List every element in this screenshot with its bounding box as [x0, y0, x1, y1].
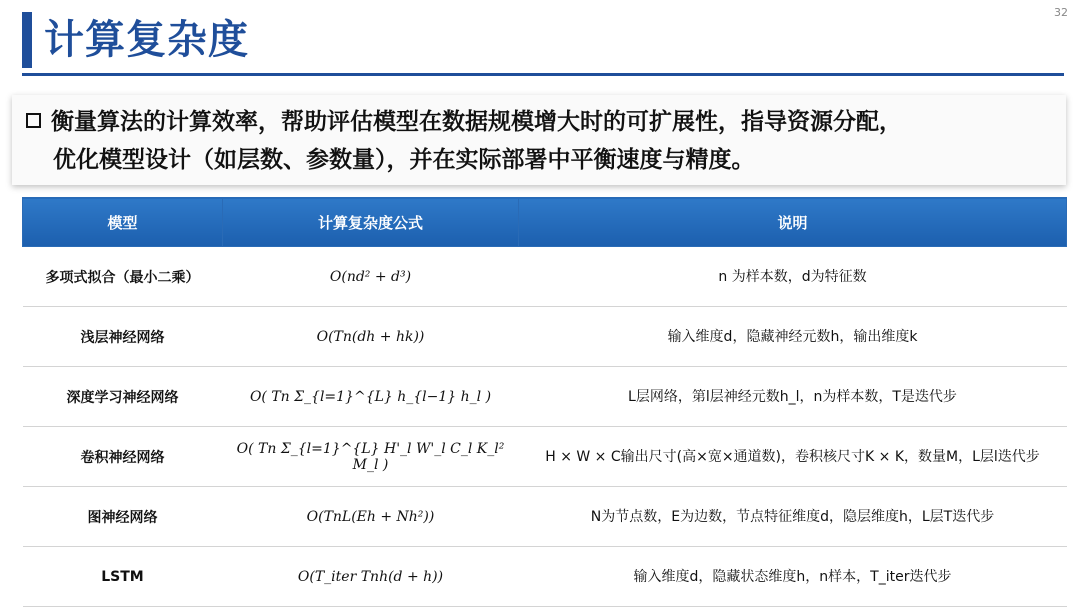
intro-line-1: 衡量算法的计算效率，帮助评估模型在数据规模增大时的可扩展性，指导资源分配， — [26, 103, 1058, 141]
header-model: 模型 — [23, 198, 223, 247]
header-formula: 计算复杂度公式 — [223, 198, 519, 247]
table-row — [23, 547, 1067, 607]
table-row — [23, 307, 1067, 367]
formula-cell: O( Tn Σ_{l=1}^{L} h_{l−1} h_l ) — [223, 367, 519, 427]
intro-box — [12, 95, 1066, 185]
desc-cell: L层网络，第l层神经元数h_l，n为样本数，T是迭代步 — [519, 367, 1067, 427]
table-row — [23, 247, 1067, 307]
page-number: 32 — [1054, 6, 1068, 19]
desc-cell: 输入维度d，隐藏神经元数h，输出维度k — [519, 307, 1067, 367]
model-cell: 卷积神经网络 — [23, 427, 223, 487]
desc-cell: H × W × C输出尺寸(高×宽×通道数)，卷积核尺寸K × K，数量M，L层l迭代步 — [519, 427, 1067, 487]
formula-cell: O( Tn Σ_{l=1}^{L} H'_l W'_l C_l K_l² M_l ) — [223, 427, 519, 487]
title-divider — [22, 73, 1064, 76]
desc-cell: N为节点数，E为边数，节点特征维度d，隐层维度h，L层T迭代步 — [519, 487, 1067, 547]
table-row — [23, 427, 1067, 487]
table-row — [23, 487, 1067, 547]
model-cell: 图神经网络 — [23, 487, 223, 547]
table-row — [23, 367, 1067, 427]
header-desc: 说明 — [519, 198, 1067, 247]
model-cell: LSTM — [23, 547, 223, 607]
desc-cell: 输入维度d，隐藏状态维度h，n样本，T_iter迭代步 — [519, 547, 1067, 607]
model-cell: 深度学习神经网络 — [23, 367, 223, 427]
square-bullet-icon — [26, 113, 41, 128]
formula-cell: O(nd² + d³) — [223, 247, 519, 307]
table-header-row — [23, 198, 1067, 247]
title-accent-bar — [22, 12, 32, 68]
formula-cell: O(Tn(dh + hk)) — [223, 307, 519, 367]
formula-cell: O(TnL(Eh + Nh²)) — [223, 487, 519, 547]
formula-cell: O(T_iter Tnh(d + h)) — [223, 547, 519, 607]
desc-cell: n 为样本数，d为特征数 — [519, 247, 1067, 307]
page-title: 计算复杂度 — [44, 17, 249, 63]
intro-line-2: 优化模型设计（如层数、参数量），并在实际部署中平衡速度与精度。 — [53, 147, 755, 173]
complexity-table — [22, 197, 1067, 607]
model-cell: 浅层神经网络 — [23, 307, 223, 367]
model-cell: 多项式拟合（最小二乘） — [23, 247, 223, 307]
